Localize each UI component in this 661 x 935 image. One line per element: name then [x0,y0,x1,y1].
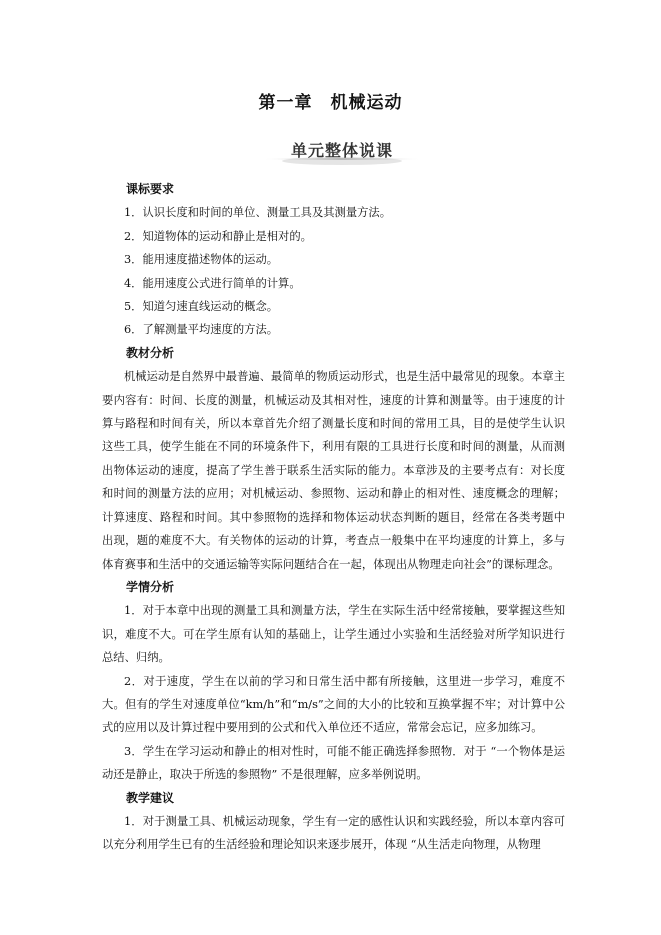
section-banner [258,134,426,168]
learning-paragraph-2: 2．对于速度，学生在以前的学习和日常生活中都有所接触，这里进一步学习，难度不大。但有的学生对速度单位“km/h”和“m/s”之间的大小的比较和互换掌握不牢；对计算中公式的应用以及计算过程中要用到的公式和代入单位还不适应，常常会忘记，应多加练习。 [102,674,565,735]
teaching-paragraph-1: 1．对于测量工具、机械运动现象，学生有一定的感性认识和实践经验，所以本章内容可以充分利用学生已有的生活经验和理论知识来逐步展开，体现 “从生活走向物理，从物理 [102,814,565,852]
learning-paragraph-1: 1．对于本章中出现的测量工具和测量方法，学生在实际生活中经常接触，要掌握这些知识，难度不大。可在学生原有认知的基础上，让学生通过小实验和生活经验对所学知识进行总结、归纳。 [102,604,565,665]
curriculum-item-1: 1．认识长度和时间的单位、测量工具及其测量方法。 [124,206,392,220]
chapter-title: 第一章 机械运动 [258,93,403,113]
curriculum-item-2: 2．知道物体的运动和静止是相对的。 [124,229,312,243]
textbook-paragraph: 机械运动是自然界中最普遍、最简单的物质运动形式，也是生活中最常见的现象。本章主要内容有：时间、长度的测量，机械运动及其相对性，速度的计算和测量等。由于速度的计算与路程和时间有关，所以本章首先介绍了测量长度和时间的常用工具，目的是使学生认识这些工具，使学生能在不同的环境条件下，利用有限的工具进行长度和时间的测量，从而测出物体运动的速度，提高了学生善于联系生活实际的能力。本章涉及的主要考点有：对长度和时间的测量方法的应用；对机械运动、参照物、运动和静止的相对性、速度概念的理解；计算速度、路程和时间。其中参照物的选择和物体运动状态判断的题目，经常在各类考题中出现，题的难度不大。有关物体的运动的计算，考查点一般集中在平均速度的计算上，多与体育赛事和生活中的交通运输等实际问题结合在一起，体现出从物理走向社会”的课标理念。 [102,370,565,571]
learning-heading: 学情分析 [126,579,175,594]
curriculum-heading: 课标要求 [126,182,175,196]
curriculum-item-5: 5．知道匀速直线运动的概念。 [124,300,279,314]
curriculum-item-3: 3．能用速度描述物体的运动。 [124,253,279,267]
learning-paragraph-3: 3．学生在学习运动和静止的相对性时，可能不能正确选择参照物．对于 “一个物体是运动还是静止，取决于所选的参照物” 不是很理解，应多举例说明。 [102,744,565,782]
textbook-heading: 教材分析 [126,345,175,360]
teaching-heading: 教学建议 [126,790,175,805]
document-body [102,178,565,857]
curriculum-item-6: 6．了解测量平均速度的方法。 [124,323,279,337]
banner-title: 单元整体说课 [290,141,393,160]
curriculum-item-4: 4．能用速度公式进行简单的计算。 [124,276,301,290]
